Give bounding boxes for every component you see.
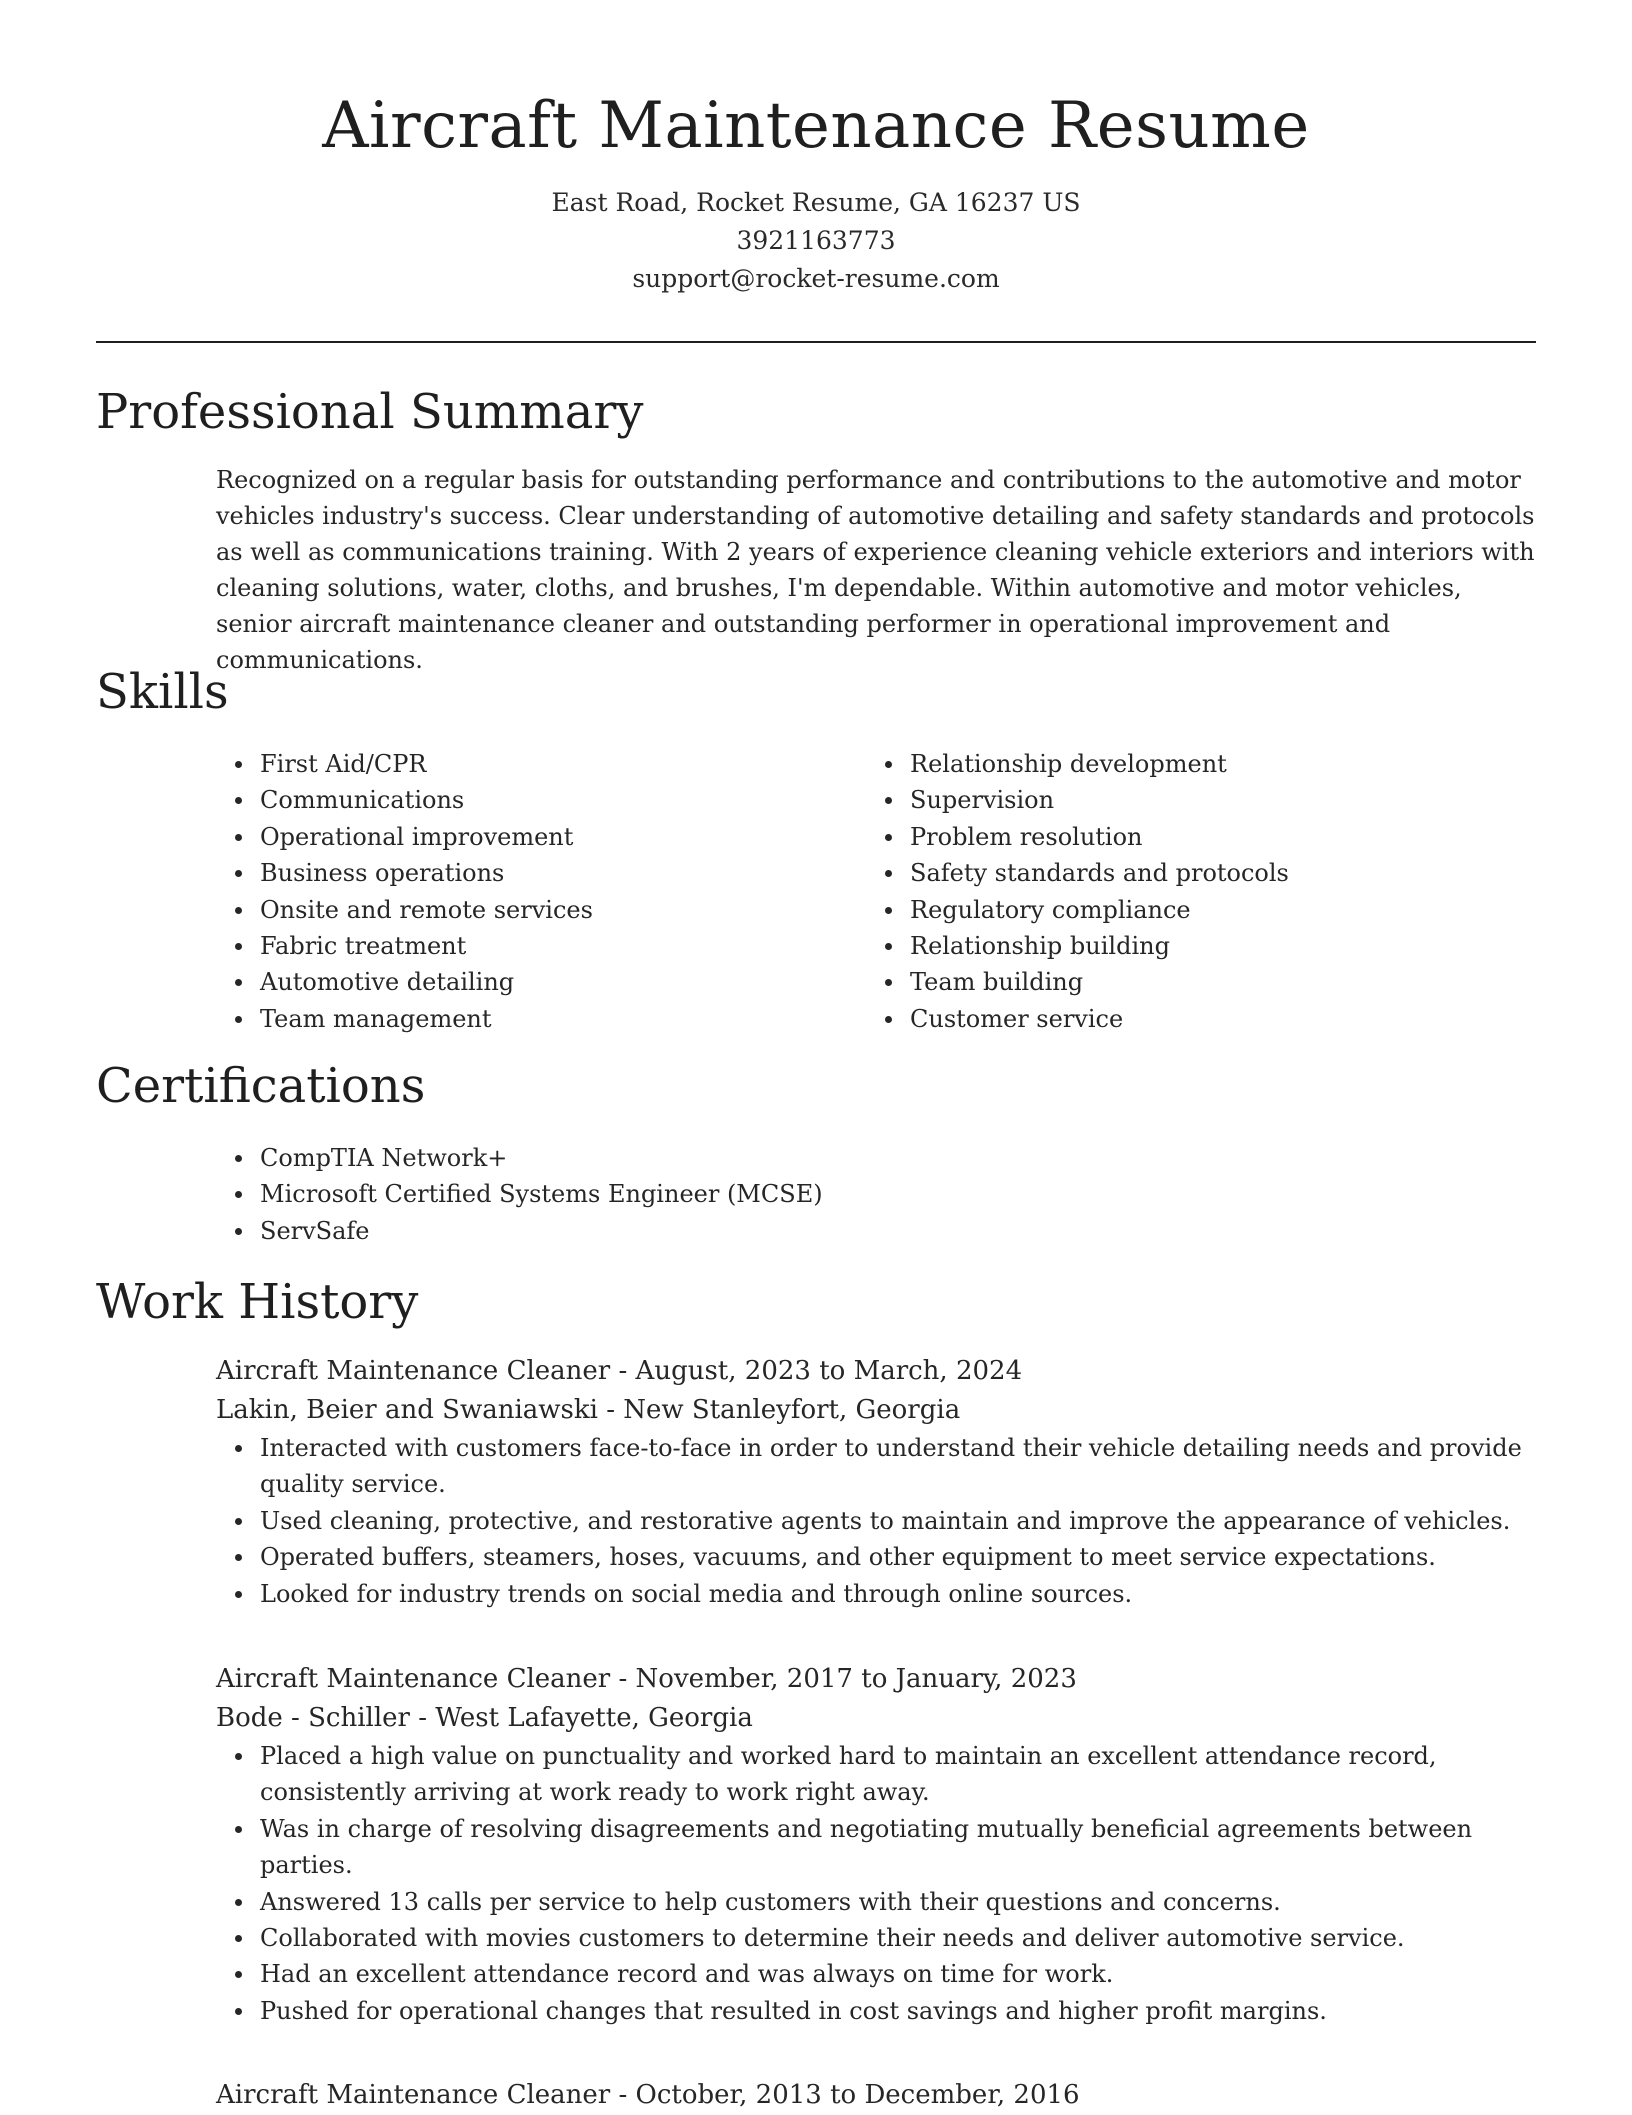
skill-item: Safety standards and protocols <box>866 855 1526 891</box>
job-duty-item: Used cleaning, protective, and restorative agents to maintain and improve the appearance of vehicles. <box>216 1503 1536 1539</box>
skill-item: Customer service <box>866 1001 1526 1037</box>
skills-list-left <box>216 746 836 1037</box>
job-entry <box>216 2076 1536 2115</box>
skill-item: Problem resolution <box>866 819 1526 855</box>
job-duties-list <box>216 1738 1536 2029</box>
address: East Road, Rocket Resume, GA 16237 US <box>551 188 1081 217</box>
skill-item: First Aid/CPR <box>216 746 836 782</box>
job-entry <box>216 1660 1536 2029</box>
job-duty-item: Pushed for operational changes that resulted in cost savings and higher profit margins. <box>216 1993 1536 2029</box>
job-duty-item: Interacted with customers face-to-face in order to understand their vehicle detailing needs and provide quality service. <box>216 1430 1536 1503</box>
certification-item: Microsoft Certified Systems Engineer (MCSE) <box>216 1176 1536 1212</box>
resume-header <box>96 82 1536 298</box>
contact-info <box>96 184 1536 298</box>
skill-item: Business operations <box>216 855 836 891</box>
skill-item: Regulatory compliance <box>866 892 1526 928</box>
skill-item: Team building <box>866 964 1526 1000</box>
job-title-dates: Aircraft Maintenance Cleaner - October, 2013 to December, 2016 <box>216 2080 1080 2110</box>
skill-item: Onsite and remote services <box>216 892 836 928</box>
job-duty-item: Operated buffers, steamers, hoses, vacuums, and other equipment to meet service expectations. <box>216 1539 1536 1575</box>
email-address: support@rocket-resume.com <box>632 264 1000 293</box>
job-entry <box>216 1352 1536 1612</box>
section-title-certifications: Certifications <box>96 1058 426 1114</box>
job-duty-item: Had an excellent attendance record and was always on time for work. <box>216 1956 1536 1992</box>
job-duties-list <box>216 1430 1536 1612</box>
job-title-dates: Aircraft Maintenance Cleaner - August, 2023 to March, 2024 <box>216 1356 1023 1386</box>
certifications-list <box>216 1140 1536 1249</box>
job-duty-item: Was in charge of resolving disagreements and negotiating mutually beneficial agreements between parties. <box>216 1811 1536 1884</box>
skill-item: Operational improvement <box>216 819 836 855</box>
section-title-summary: Professional Summary <box>96 384 644 440</box>
skill-item: Automotive detailing <box>216 964 836 1000</box>
job-company-location: Bode - Schiller - West Lafayette, Georgia <box>216 1703 753 1733</box>
section-title-skills: Skills <box>96 664 229 720</box>
summary-text: Recognized on a regular basis for outstanding performance and contributions to the automotive and motor vehicles industry's success. Clear understanding of automotive detailing and safety standards and protocols as well as communications training. With 2 years of experience cleaning vehicle exteriors and interiors with cleaning solutions, water, cloths, and brushes, I'm dependable. Within automotive and motor vehicles, senior aircraft maintenance cleaner and outstanding performer in operational improvement and communications. <box>216 466 1535 674</box>
header-divider <box>96 341 1536 343</box>
skills-list-right <box>866 746 1526 1037</box>
resume-title: Aircraft Maintenance Resume <box>322 89 1310 163</box>
job-duty-item: Collaborated with movies customers to determine their needs and deliver automotive service. <box>216 1920 1536 1956</box>
skill-item: Relationship building <box>866 928 1526 964</box>
section-title-work-history: Work History <box>96 1274 419 1330</box>
job-duty-item: Looked for industry trends on social media and through online sources. <box>216 1576 1536 1612</box>
certification-item: CompTIA Network+ <box>216 1140 1536 1176</box>
skill-item: Communications <box>216 782 836 818</box>
job-duty-item: Answered 13 calls per service to help customers with their questions and concerns. <box>216 1884 1536 1920</box>
phone-number: 3921163773 <box>736 226 896 255</box>
skill-item: Supervision <box>866 782 1526 818</box>
job-duty-item: Placed a high value on punctuality and worked hard to maintain an excellent attendance record, consistently arriving at work ready to work right away. <box>216 1738 1536 1811</box>
job-company-location: Lakin, Beier and Swaniawski - New Stanleyfort, Georgia <box>216 1395 961 1425</box>
skill-item: Team management <box>216 1001 836 1037</box>
skill-item: Relationship development <box>866 746 1526 782</box>
skill-item: Fabric treatment <box>216 928 836 964</box>
job-title-dates: Aircraft Maintenance Cleaner - November, 2017 to January, 2023 <box>216 1664 1077 1694</box>
certification-item: ServSafe <box>216 1213 1536 1249</box>
